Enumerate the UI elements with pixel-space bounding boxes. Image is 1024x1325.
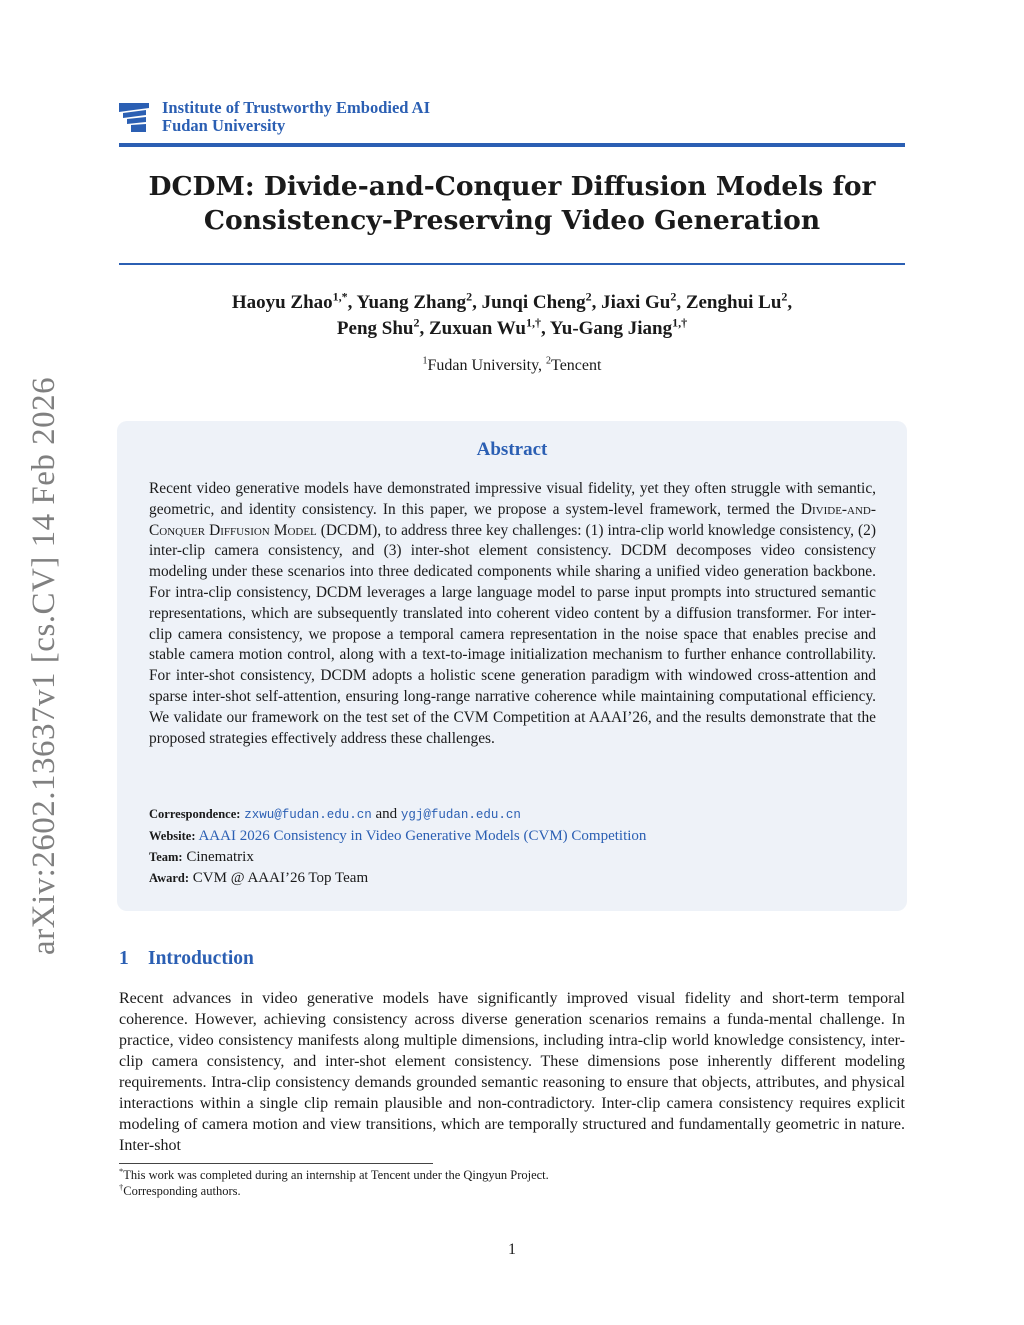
page-number: 1 [508,1241,516,1258]
author-name: Yu-Gang Jiang [549,318,673,339]
author-list [119,290,905,342]
section-title: Introduction [148,948,254,969]
team-row [149,849,889,866]
abstract-body [149,479,876,749]
email-link[interactable]: ygj@fudan.edu.cn [400,808,521,822]
author-affil-mark: 2 [781,289,788,304]
correspondence-label: Correspondence: [149,807,241,821]
title-line-1: DCDM: Divide-and-Conquer Diffusion Models for [148,171,876,202]
header-divider [119,143,905,147]
award-row [149,870,889,887]
footnote-text: This work was completed during an internship at Tencent under the Qingyun Project. [123,1168,549,1182]
arxiv-identifier: arXiv:2602.13637v1 [cs.CV] 14 Feb 2026 [26,376,62,955]
author-line-2 [119,316,905,342]
author-affil-mark: 2 [413,315,420,330]
team-label: Team: [149,850,183,864]
affil-name: Fudan University [427,357,539,374]
website-label: Website: [149,829,196,843]
title-line-2: Consistency-Preserving Video Generation [203,205,821,236]
author-separator: , [472,292,482,313]
paper-title [119,170,905,238]
author-line-1 [119,290,905,316]
author-name: Yuang Zhang [356,292,467,313]
award-label: Award: [149,871,190,885]
author-separator: , [787,292,793,313]
introduction-paragraph: Recent advances in video generative models have significantly improved visual fidelity and short-term temporal coherence. However, achieving consistency across diverse generation scenarios remains a funda-mental challenge. In practice, video consistency manifests along multiple dimensions, including intra-clip world knowledge consistency, inter-clip camera consistency, and inter-shot element consistency. These dimensions pose inherently different modeling requirements. Intra-clip consistency demands grounded semantic reasoning to ensure that objects, attributes, and physical interactions within a single clip remain plausible and non-contradictory. Inter-clip camera consistency requires explicit modeling of camera motion and view transitions, which are temporally structured and fundamentally geometric in nature. Inter-shot [119,990,905,1154]
website-row [149,828,889,845]
institute-header [119,99,905,135]
author-separator: , [591,292,602,313]
footnote-text: Corresponding authors. [123,1184,241,1198]
footnote-2 [119,1181,241,1199]
section-number: 1 [119,948,129,969]
section-heading [119,948,254,970]
author-separator: , [347,292,357,313]
institute-name: Institute of Trustworthy Embodied AI [162,98,431,117]
author-name: Zenghui Lu [685,292,782,313]
correspondence-row [149,806,889,823]
author-separator: , [419,318,429,339]
author-affil-mark: 1,† [525,315,541,330]
university-name: Fudan University [162,116,286,135]
author-name: Haoyu Zhao [231,292,333,313]
affil-mark: 1 [422,355,428,367]
team-name: Cinematrix [186,849,254,865]
fudan-logo-icon [119,101,151,133]
footnote-mark: † [119,1181,124,1192]
affil-mark: 2 [546,355,552,367]
author-name: Junqi Cheng [481,292,586,313]
footnote-mark: * [119,1165,124,1176]
email-link[interactable]: zxwu@fudan.edu.cn [244,808,372,822]
affiliations [119,357,905,375]
method-name: Divide-and-Conquer Diffusion Model [149,500,876,539]
author-separator: , [676,292,686,313]
website-link[interactable]: AAAI 2026 Consistency in Video Generative Models (CVM) Competition [198,828,647,844]
and-text: and [375,806,398,822]
author-name: Zuxuan Wu [428,318,526,339]
author-name: Peng Shu [336,318,414,339]
author-affil-mark: 1,† [672,315,688,330]
author-affil-mark: 2 [466,289,473,304]
abstract-text-end: (DCDM), to address three key challenges: (1) intra-clip world knowledge consistency, (2) inter-clip camera consistency, and (3) inter-shot element consistency. DCDM decomposes video consistency modeling under these scenarios into three dedicated components while sharing a unified video generation backbone. For intra-clip consistency, DCDM leverages a large language model to parse input prompts into structured semantic representations, which are subsequently translated into coherent video content by a diffusion transformer. For inter-clip camera consistency, we propose a temporal camera representation in the noise space that enables precise and stable camera motion control, along with a text-to-image initialization mechanism to further enhance controllability. For inter-shot consistency, DCDM adopts a holistic scene generation paradigm with windowed cross-attention and sparse inter-shot self-attention, ensuring long-range narrative coherence while maintaining computational efficiency. We validate our framework on the test set of the CVM Competition at AAAI’26, and the results demonstrate that the proposed strategies effectively address these challenges. [149,521,876,747]
author-separator: , [540,318,550,339]
abstract-heading: Abstract [476,439,548,460]
footnote-divider [119,1163,433,1164]
author-affil-mark: 2 [585,289,592,304]
author-affil-mark: 1,* [332,289,348,304]
footnote-1 [119,1165,549,1183]
affil-separator: , [538,357,547,374]
award-value: CVM @ AAAI’26 Top Team [192,870,369,886]
author-name: Jiaxi Gu [601,292,671,313]
abstract-text-start: Recent video generative models have demonstrated impressive visual fidelity, yet they often struggle with semantic, geometric, and identity consistency. In this paper, we propose a system-level framework, termed the [149,480,876,518]
author-affil-mark: 2 [670,289,677,304]
affil-name: Tencent [551,357,602,374]
title-divider [119,263,905,265]
